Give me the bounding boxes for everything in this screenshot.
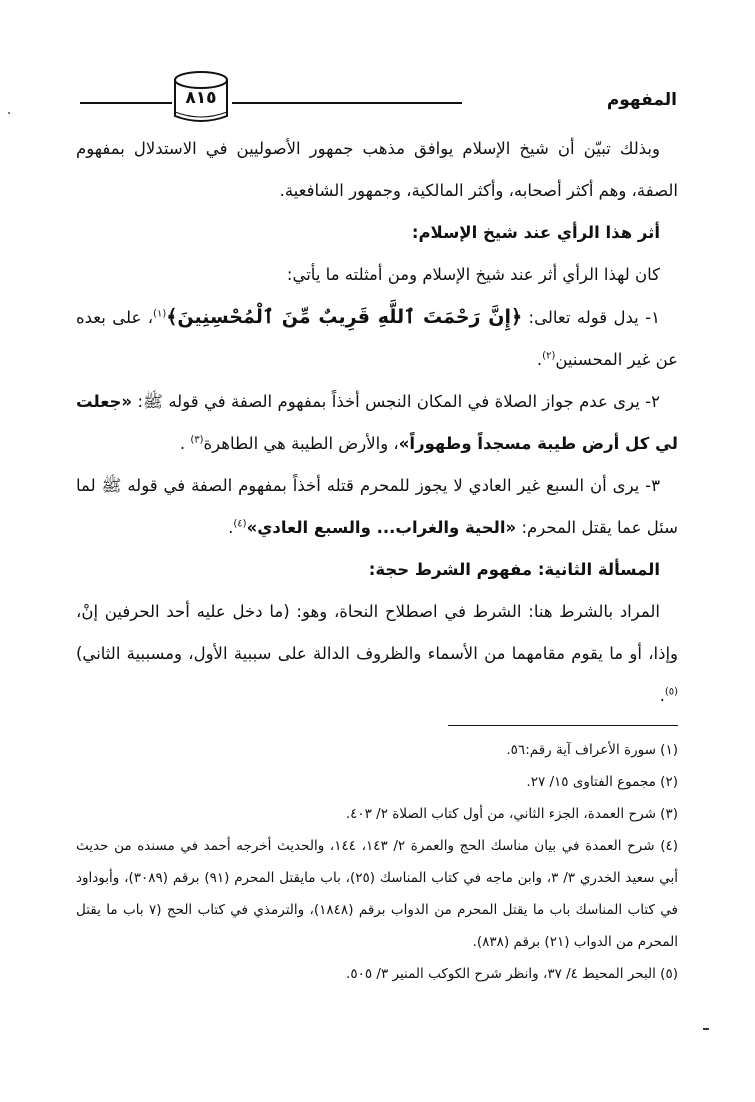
scan-speck [8,112,10,114]
footnote: (٢) مجموع الفتاوى ١٥/ ٢٧. [526,774,678,790]
footnotes [76,734,678,990]
paragraph-text: المراد بالشرط هنا: الشرط في اصطلاح النحاة، وهو: (ما دخل عليه أحد الحرفين إنْ، وإذا، أو ما يقوم مقامهما من الأسماء والظروف الدالة على سببية الأول، ومسببية الثاني) [76,602,678,663]
footnote-ref: (١) [153,308,167,320]
section-heading: المسألة الثانية: مفهوم الشرط حجة: [368,560,660,579]
footnote-ref: (٣) [190,434,204,446]
scan-mark [703,1028,709,1030]
hadith-quote: «جعلت لي كل أرض طيبة مسجداً وطهوراً» [76,392,678,453]
footnote-ref: (٢) [542,350,556,362]
paragraph [76,591,678,717]
quran-verse: ﴿إِنَّ رَحْمَتَ ٱللَّهِ قَرِيبٌ مِّنَ ٱلْمُحْسِنِينَ﴾ [166,306,523,328]
paragraph: كان لهذا الرأي أثر عند شيخ الإسلام ومن أمثلته ما يأتي: [286,265,660,284]
footnote-ref: (٤) [233,518,247,530]
list-item [76,465,678,549]
item-text: ٢- يرى عدم جواز الصلاة في المكان النجس أخذاً بمفهوم الصفة في قوله ﷺ: [132,392,660,411]
header-rule-left [80,102,172,104]
page-number: ٨١٥ [185,88,217,108]
hadith-quote: «الحية والغراب... والسبع العادي» [246,518,517,537]
item-text: ٣- يرى أن السبع غير العادي لا يجوز للمحرم قتله أخذاً بمفهوم الصفة في قوله ﷺ لما سئل عما يقتل المحرم: [76,476,678,537]
footnote: (٤) شرح العمدة في بيان مناسك الحج والعمرة ٢/ ١٤٣، ١٤٤، والحديث أخرجه أحمد في مسنده من حديث أبي سعيد الخدري ٣/ ٣، وابن ماجه في كتاب المناسك (٢٥)، باب مايقتل المحرم (٩١) برقم (٣٠٨٩)، وأبوداود في كتاب المناسك باب ما يقتل المحرم من الدواب برقم (١٨٤٨)، والترمذي في كتاب الحج (٧ باب ما يقتل المحرم من الدواب (٢١) برقم (٨٣٨). [76,838,679,950]
paragraph: وبذلك تبيّن أن شيخ الإسلام يوافق مذهب جمهور الأصوليين في الاستدلال بمفهوم الصفة، وهم أكثر أصحابه، وأكثر المالكية، وجمهور الشافعية. [76,139,678,200]
punctuation: . [179,434,191,453]
list-item [76,296,678,381]
footnote-ref: (٥) [664,686,678,698]
section-heading: أثر هذا الرأي عند شيخ الإسلام: [411,223,660,242]
item-text: ، على بعده عن غير المحسنين [76,308,678,369]
running-title: المفهوم [606,90,677,110]
list-item [76,381,678,465]
punctuation: . [659,686,665,705]
punctuation: . [536,350,543,369]
page-number-badge [170,68,232,128]
punctuation: . [228,518,234,537]
item-text: ، والأرض الطيبة هي الطاهرة [203,434,399,453]
footnote: (٣) شرح العمدة، الجزء الثاني، من أول كتاب الصلاة ٢/ ٤٠٣. [345,806,678,822]
footnote: (١) سورة الأعراف آية رقم:٥٦. [506,742,678,758]
footnote-separator [448,725,678,726]
main-text [76,128,678,717]
header-rule-right [232,102,462,104]
item-text: ١- يدل قوله تعالى: [522,308,660,327]
footnote: (٥) البحر المحيط ٤/ ٣٧، وانظر شرح الكوكب المنير ٣/ ٥٠٥. [346,966,678,982]
